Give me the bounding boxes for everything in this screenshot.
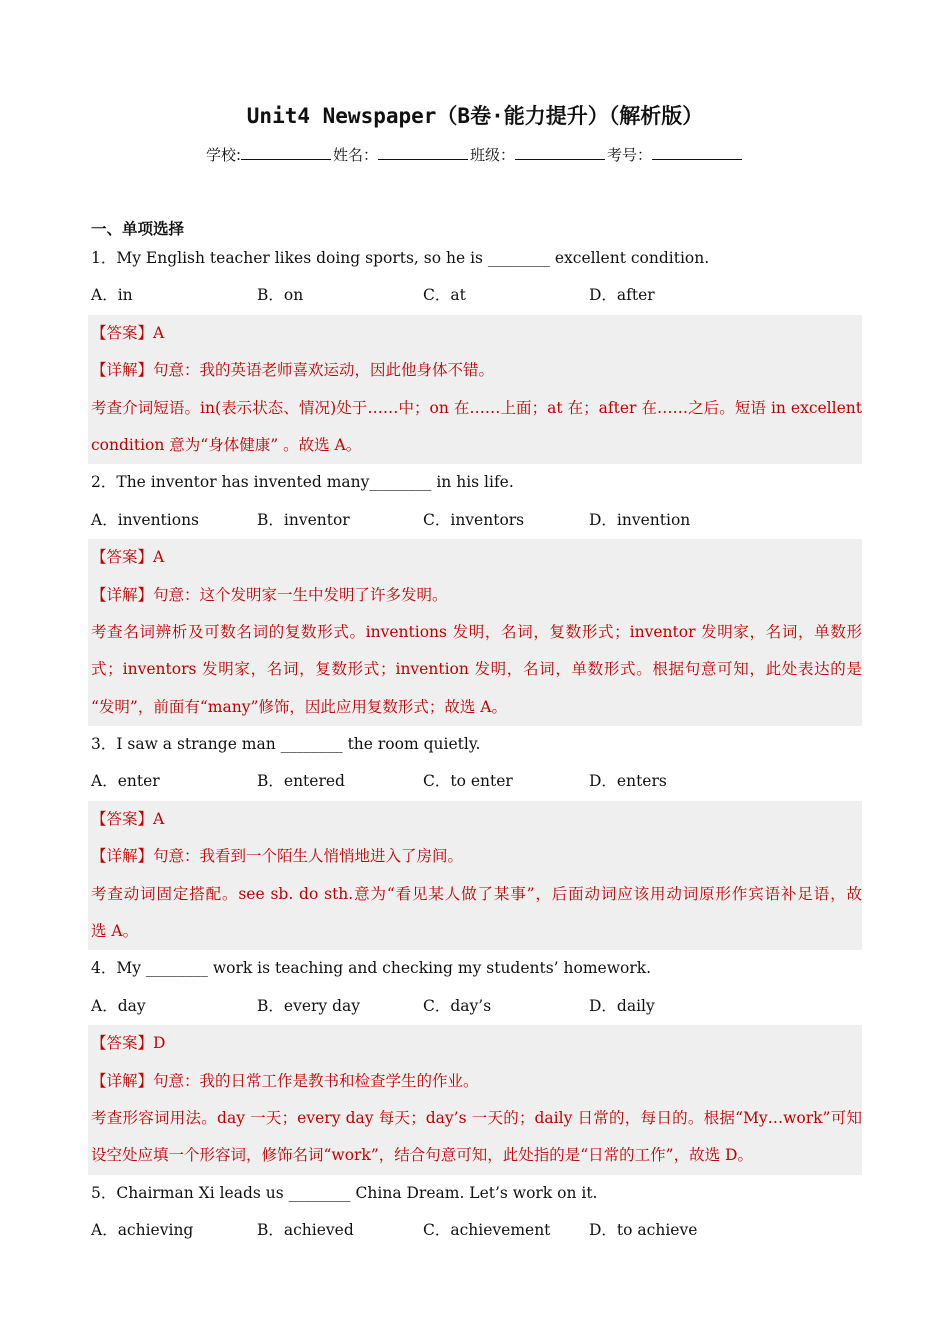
section-heading: 一、单项选择 bbox=[91, 220, 185, 238]
option-a[interactable]: A．enter bbox=[91, 772, 160, 791]
option-c[interactable]: C．to enter bbox=[423, 772, 513, 791]
detail-line: 【详解】句意：我看到一个陌生人悄悄地进入了房间。 bbox=[91, 847, 464, 866]
explanation-line: “发明”，前面有“many”修饰，因此应用复数形式；故选 A。 bbox=[91, 697, 507, 716]
explanation-line: 选 A。 bbox=[91, 922, 139, 941]
explanation-line: 式；inventors 发明家，名词，复数形式；invention 发明，名词，单数形式。根据句意可知，此处表达的是 bbox=[91, 660, 862, 679]
option-c[interactable]: C．at bbox=[423, 286, 466, 305]
answer-line: 【答案】A bbox=[91, 323, 165, 342]
option-d[interactable]: D．invention bbox=[589, 510, 691, 529]
question-stem: 3．I saw a strange man ________ the room quietly. bbox=[91, 735, 481, 754]
question-options bbox=[91, 277, 862, 314]
detail-line: 【详解】句意：这个发明家一生中发明了许多发明。 bbox=[91, 585, 448, 604]
name-label: 姓名： bbox=[333, 146, 379, 164]
option-a[interactable]: A．in bbox=[91, 286, 133, 305]
answer-line: 【答案】A bbox=[91, 548, 165, 567]
page-title: Unit4 Newspaper（B卷·能力提升）（解析版） bbox=[246, 104, 704, 128]
name-blank[interactable] bbox=[378, 145, 468, 160]
explanation-line: condition 意为“身体健康” 。故选 A。 bbox=[91, 435, 362, 454]
option-c[interactable]: C．inventors bbox=[423, 510, 525, 529]
answer-box bbox=[88, 1025, 862, 1175]
option-c[interactable]: C．day’s bbox=[423, 996, 492, 1015]
question-stem: 5．Chairman Xi leads us ________ China Dream. Let’s work on it. bbox=[91, 1183, 598, 1202]
question-options bbox=[91, 988, 862, 1025]
option-a[interactable]: A．achieving bbox=[91, 1221, 194, 1240]
explanation-line: 设空处应填一个形容词，修饰名词“work”，结合句意可知，此处指的是“日常的工作”，故选 D。 bbox=[91, 1146, 753, 1165]
option-c[interactable]: C．achievement bbox=[423, 1221, 551, 1240]
answer-line: 【答案】D bbox=[91, 1034, 166, 1053]
detail-line: 【详解】句意：我的英语老师喜欢运动，因此他身体不错。 bbox=[91, 361, 495, 380]
student-info-line bbox=[0, 144, 950, 165]
explanation-line: 考查介词短语。in(表示状态、情况)处于……中；on 在……上面；at 在；after 在……之后。短语 in excellent bbox=[91, 398, 862, 417]
option-d[interactable]: D．daily bbox=[589, 996, 655, 1015]
option-b[interactable]: B．achieved bbox=[257, 1221, 354, 1240]
school-label: 学校: bbox=[205, 146, 241, 164]
explanation-line: 考查形容词用法。day 一天；every day 每天；day’s 一天的；daily 日常的，每日的。根据“My…work”可知 bbox=[91, 1108, 862, 1127]
question-options bbox=[91, 763, 862, 800]
number-blank[interactable] bbox=[652, 145, 742, 160]
explanation-line: 考查名词辨析及可数名词的复数形式。inventions 发明，名词，复数形式；inventor 发明家，名词，单数形 bbox=[91, 622, 862, 641]
school-blank[interactable] bbox=[241, 145, 331, 160]
option-d[interactable]: D．enters bbox=[589, 772, 667, 791]
number-label: 考号： bbox=[607, 146, 653, 164]
question-list bbox=[91, 240, 862, 1250]
answer-box bbox=[88, 801, 862, 951]
question-stem: 1．My English teacher likes doing sports, so he is ________ excellent condition. bbox=[91, 249, 710, 267]
question-options bbox=[91, 502, 862, 539]
option-a[interactable]: A．inventions bbox=[91, 510, 200, 529]
explanation-line: 考查动词固定搭配。see sb. do sth.意为“看见某人做了某事”，后面动词应该用动词原形作宾语补足语，故 bbox=[91, 884, 862, 903]
detail-line: 【详解】句意：我的日常工作是教书和检查学生的作业。 bbox=[91, 1071, 479, 1090]
answer-box bbox=[88, 315, 862, 465]
answer-line: 【答案】A bbox=[91, 809, 165, 828]
class-label: 班级： bbox=[470, 146, 516, 164]
question-stem: 2．The inventor has invented many________ in his life. bbox=[91, 473, 514, 492]
option-b[interactable]: B．every day bbox=[257, 996, 361, 1015]
option-b[interactable]: B．entered bbox=[257, 772, 345, 791]
option-b[interactable]: B．on bbox=[257, 286, 304, 305]
option-b[interactable]: B．inventor bbox=[257, 510, 350, 529]
class-blank[interactable] bbox=[515, 145, 605, 160]
question-options bbox=[91, 1212, 862, 1249]
option-d[interactable]: D．to achieve bbox=[589, 1221, 698, 1240]
option-a[interactable]: A．day bbox=[91, 996, 146, 1015]
question-stem: 4．My ________ work is teaching and checking my students’ homework. bbox=[91, 959, 652, 978]
answer-box bbox=[88, 539, 862, 726]
option-d[interactable]: D．after bbox=[589, 286, 655, 305]
